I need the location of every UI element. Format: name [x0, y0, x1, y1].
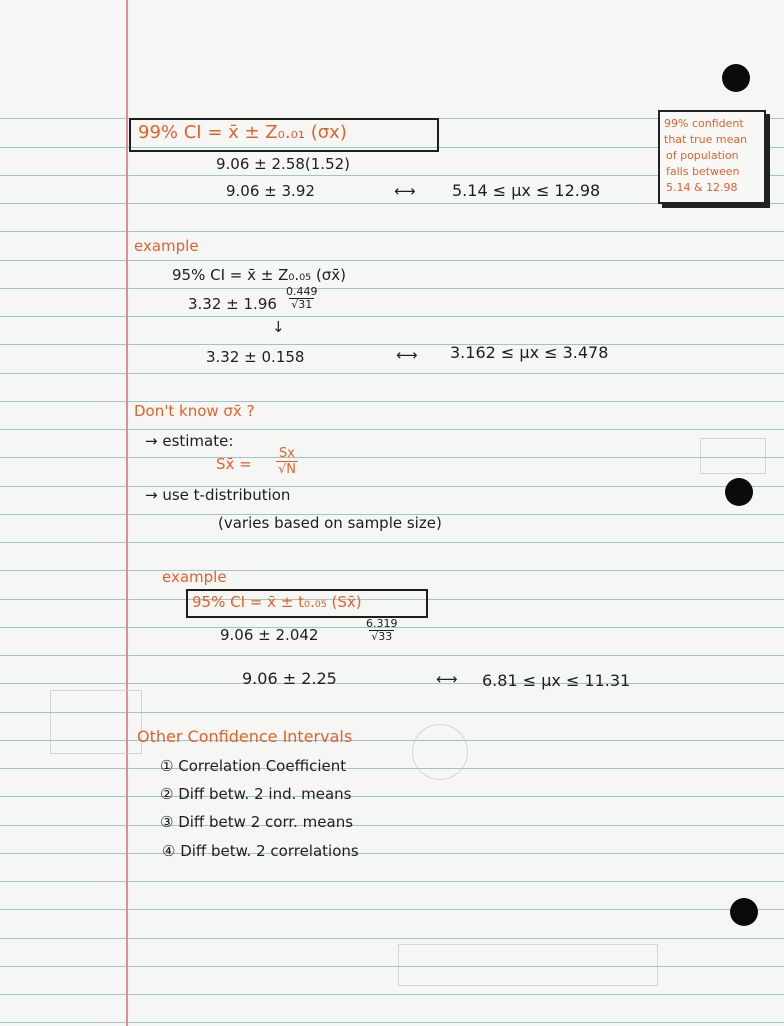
- t-distribution-bullet: → use t-distribution: [145, 486, 291, 504]
- binder-hole: [722, 64, 750, 92]
- ruled-line: [0, 457, 784, 458]
- ruled-line: [0, 683, 784, 684]
- example2-line1: 9.06 ± 2.042: [220, 626, 319, 644]
- example1-arrow: ⟷: [396, 346, 418, 364]
- ruled-line: [0, 881, 784, 882]
- ci99-arrow: ⟷: [394, 182, 416, 200]
- ci99-line2: 9.06 ± 3.92: [226, 182, 315, 200]
- estimate-bullet: → estimate:: [145, 432, 234, 450]
- estimate-frac-den: √N: [278, 462, 297, 477]
- binder-hole: [730, 898, 758, 926]
- ci99-line1: 9.06 ± 2.58(1.52): [216, 155, 351, 173]
- estimate-lhs: Sx̄ =: [216, 455, 252, 473]
- sample-size-note: (varies based on sample size): [218, 514, 442, 532]
- ruled-line: [0, 853, 784, 854]
- ruled-line: [0, 909, 784, 910]
- example1-frac-num: 0.449: [286, 285, 318, 298]
- ruled-line: [0, 966, 784, 967]
- ruled-line: [0, 825, 784, 826]
- other-ci-item: ④ Diff betw. 2 correlations: [162, 842, 359, 860]
- ruled-line: [0, 768, 784, 769]
- example2-line2: 9.06 ± 2.25: [242, 669, 337, 688]
- example1-line2: 3.32 ± 0.158: [206, 348, 305, 366]
- side-note-line: of population: [666, 149, 739, 162]
- ruled-line: [0, 1022, 784, 1023]
- ci99-formula: 99% CI = x̄ ± Z₀.₀₁ (σx): [138, 122, 347, 143]
- example1-formula: 95% CI = x̄ ± Z₀.₀₅ (σx̄): [172, 266, 347, 284]
- dont-know-heading: Don't know σx̄ ?: [134, 402, 255, 420]
- ruled-line: [0, 231, 784, 232]
- ruled-line: [0, 401, 784, 402]
- ruled-line: [0, 429, 784, 430]
- side-note-line: that true mean: [664, 133, 748, 146]
- bleed-through-box: [700, 438, 766, 474]
- side-note-line: 5.14 & 12.98: [666, 181, 738, 194]
- binder-hole: [725, 478, 753, 506]
- ruled-line: [0, 316, 784, 317]
- ruled-line: [0, 994, 784, 995]
- example2-label: example: [162, 568, 227, 586]
- other-ci-item: ③ Diff betw 2 corr. means: [160, 813, 354, 831]
- ruled-line: [0, 542, 784, 543]
- example1-fraction: [284, 286, 320, 311]
- example2-frac-den: √33: [371, 630, 393, 643]
- ruled-line: [0, 486, 784, 487]
- example1-frac-den: √31: [291, 298, 313, 311]
- ruled-line: [0, 373, 784, 374]
- example2-formula: 95% CI = x̄ ± t₀.₀₅ (Sx̄): [192, 593, 362, 611]
- down-arrow: ↓: [272, 318, 285, 336]
- example1-result: 3.162 ≤ μx ≤ 3.478: [450, 343, 609, 362]
- side-note-line: falls between: [666, 165, 740, 178]
- side-note-box: [658, 110, 766, 204]
- margin-line: [126, 0, 128, 1026]
- other-ci-item: ② Diff betw. 2 ind. means: [160, 785, 352, 803]
- example1-label: example: [134, 237, 199, 255]
- bleed-through-box: [398, 944, 658, 986]
- other-ci-item: ① Correlation Coefficient: [160, 757, 347, 775]
- ci99-result: 5.14 ≤ μx ≤ 12.98: [452, 181, 601, 200]
- example2-frac-num: 6.319: [366, 617, 398, 630]
- ruled-line: [0, 796, 784, 797]
- bleed-through-circle: [412, 724, 468, 780]
- estimate-frac-num: Sx: [279, 446, 295, 461]
- example2-arrow: ⟷: [436, 670, 458, 688]
- estimate-fraction: [276, 446, 298, 477]
- ruled-line: [0, 260, 784, 261]
- ruled-line: [0, 655, 784, 656]
- ruled-line: [0, 344, 784, 345]
- side-note-line: 99% confident: [664, 117, 744, 130]
- ruled-line: [0, 570, 784, 571]
- example2-fraction: [364, 618, 400, 643]
- ruled-line: [0, 288, 784, 289]
- example1-line1: 3.32 ± 1.96: [188, 295, 277, 313]
- example2-result: 6.81 ≤ μx ≤ 11.31: [482, 671, 631, 690]
- ruled-line: [0, 938, 784, 939]
- other-ci-heading: Other Confidence Intervals: [137, 727, 353, 746]
- bleed-through-box: [50, 690, 142, 754]
